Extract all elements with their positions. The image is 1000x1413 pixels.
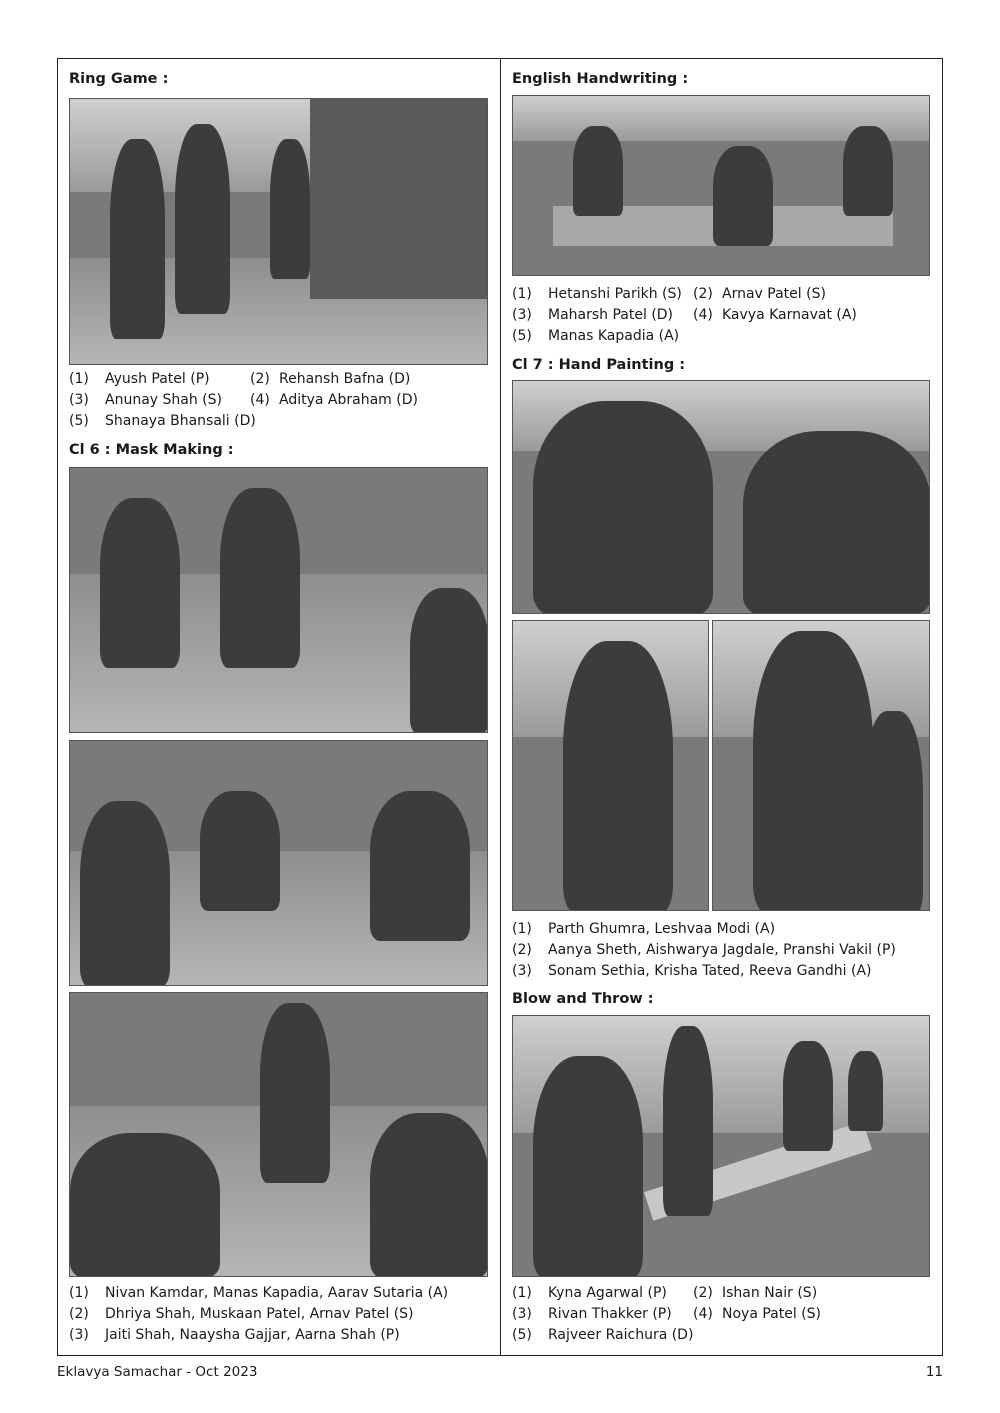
handwriting-heading: English Handwriting :: [512, 71, 689, 87]
ring-game-photo: [69, 98, 488, 365]
mask-making-photo-3: [69, 992, 488, 1277]
ring-game-heading: Ring Game :: [69, 71, 169, 87]
mask-making-captions: (1) Nivan Kamdar, Manas Kapadia, Aarav Sutaria (A) (2) Dhriya Shah, Muskaan Patel, Arnav Patel (S) (3) Jaiti Shah, Naaysha Gajjar, Aarna Shah (P): [69, 1285, 449, 1343]
ring-game-captions: (1) Ayush Patel (P) (2) Rehansh Bafna (D) (3) Anunay Shah (S) (4) Aditya Abraham (D) (5) Shanaya Bhansali (D): [69, 371, 418, 429]
mask-making-photo-2: [69, 740, 488, 986]
hand-painting-heading: Cl 7 : Hand Painting :: [512, 357, 686, 373]
footer-page-number: 11: [925, 1364, 943, 1380]
handwriting-photo: [512, 95, 930, 276]
blow-throw-photo: [512, 1015, 930, 1277]
hand-painting-captions: (1) Parth Ghumra, Leshvaa Modi (A) (2) Aanya Sheth, Aishwarya Jagdale, Pranshi Vakil (P) (3) Sonam Sethia, Krisha Tated, Reeva Gandhi (A): [512, 921, 896, 979]
hand-painting-photo-2: [512, 620, 709, 911]
blow-throw-captions: (1) Kyna Agarwal (P) (2) Ishan Nair (S) (3) Rivan Thakker (P) (4) Noya Patel (S) (5) Rajveer Raichura (D): [512, 1285, 821, 1343]
hand-painting-photo-1: [512, 380, 930, 614]
column-divider: [500, 58, 501, 1356]
footer-publication: Eklavya Samachar - Oct 2023: [57, 1364, 258, 1380]
hand-painting-photo-3: [712, 620, 930, 911]
mask-making-heading: Cl 6 : Mask Making :: [69, 442, 234, 458]
blow-throw-heading: Blow and Throw :: [512, 991, 654, 1007]
mask-making-photo-1: [69, 467, 488, 733]
handwriting-captions: (1) Hetanshi Parikh (S) (2) Arnav Patel (S) (3) Maharsh Patel (D) (4) Kavya Karnavat (A) (5) Manas Kapadia (A): [512, 286, 857, 344]
